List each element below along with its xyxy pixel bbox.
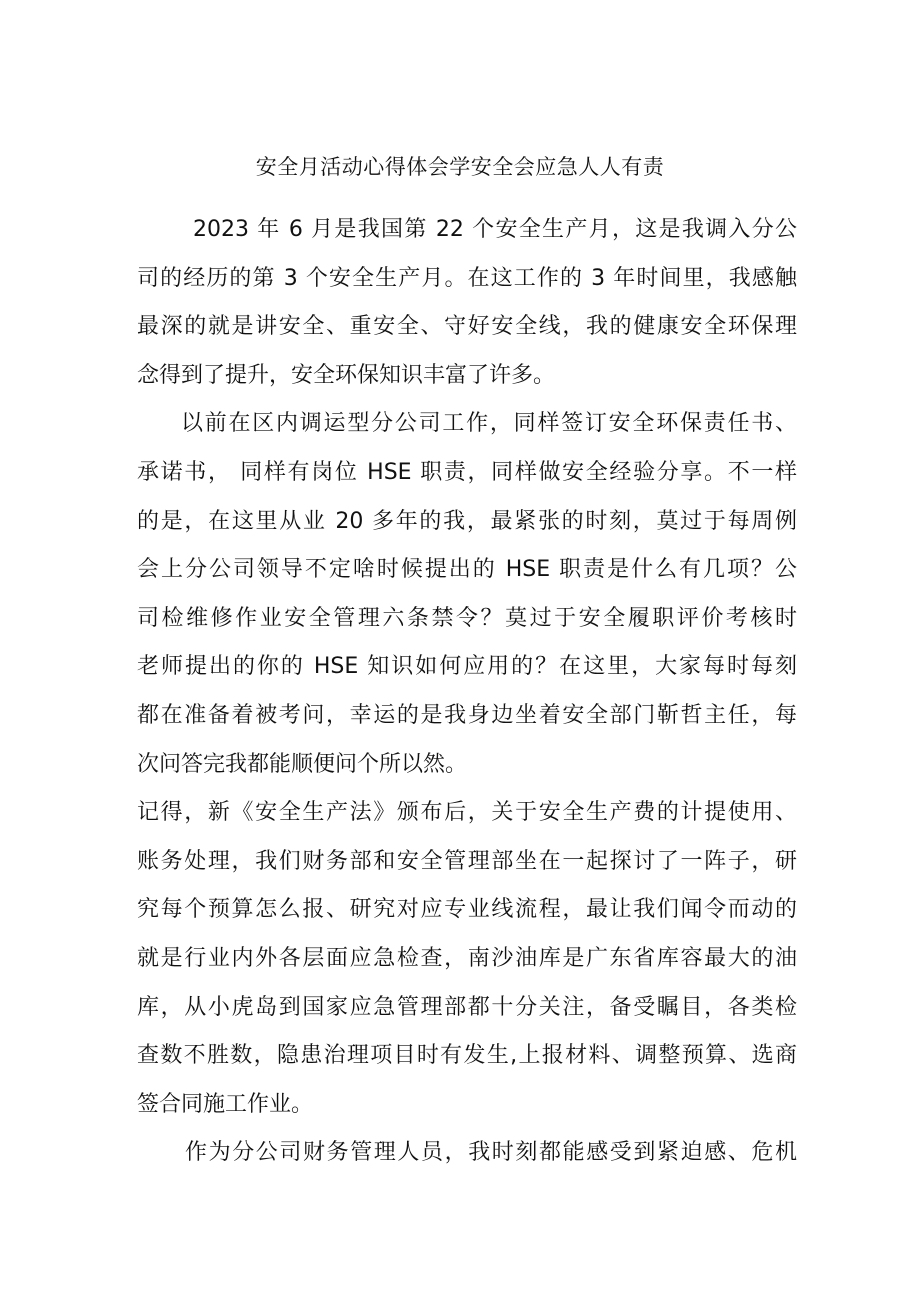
paragraph-line: 作为分公司财务管理人员，我时刻都能感受到紧迫感、危机	[185, 1140, 797, 1166]
paragraph-line: 念得到了提升，安全环保知识丰富了许多。	[137, 362, 556, 388]
paragraph-4	[137, 1129, 797, 1178]
paragraph-line: 2023 年 6 月是我国第 22 个安全生产月，这是我调入分公	[193, 217, 797, 242]
paragraph-line: 签合同施工作业。	[137, 1091, 314, 1117]
paragraph-line: 记得，新《安全生产法》颁布后，关于安全生产费的计提使用、	[137, 800, 797, 826]
paragraph-line: 老师提出的你的 HSE 知识如何应用的？在这里，大家每时每刻	[137, 654, 797, 680]
paragraph-line: 究每个预算怎么报、研究对应专业线流程，最让我们闻令而动的	[137, 897, 797, 923]
paragraph-line: 账务处理，我们财务部和安全管理部坐在一起探讨了一阵子，研	[137, 848, 797, 874]
document-body	[137, 206, 797, 1178]
paragraph-line: 就是行业内外各层面应急检查，南沙油库是广东省库容最大的油	[137, 945, 797, 971]
paragraph-line: 的是，在这里从业 20 多年的我，最紧张的时刻，莫过于每周例	[137, 508, 797, 534]
paragraph-3	[137, 789, 797, 1129]
paragraph-line: 最深的就是讲安全、重安全、守好安全线，我的健康安全环保理	[137, 314, 797, 340]
paragraph-line: 库，从小虎岛到国家应急管理部都十分关注，备受瞩目，各类检	[137, 994, 797, 1020]
paragraph-2	[137, 400, 797, 789]
paragraph-line: 承诺书， 同样有岗位 HSE 职责，同样做安全经验分享。不一样	[137, 459, 797, 485]
paragraph-line: 查数不胜数，隐患治理项目时有发生,上报材料、调整预算、选商	[137, 1043, 797, 1069]
paragraph-1	[137, 206, 797, 400]
paragraph-line: 司检维修作业安全管理六条禁令？莫过于安全履职评价考核时	[137, 605, 797, 631]
paragraph-line: 会上分公司领导不定啥时候提出的 HSE 职责是什么有几项？公	[137, 557, 797, 583]
paragraph-line: 都在准备着被考问，幸运的是我身边坐着安全部门靳哲主任，每	[137, 702, 797, 728]
paragraph-line: 次问答完我都能顺便问个所以然。	[137, 751, 468, 777]
paragraph-line: 以前在区内调运型分公司工作，同样签订安全环保责任书、	[181, 411, 797, 437]
paragraph-line: 司的经历的第 3 个安全生产月。在这工作的 3 年时间里，我感触	[137, 265, 797, 291]
document-title: 安全月活动心得体会学安全会应急人人有责	[255, 155, 665, 179]
